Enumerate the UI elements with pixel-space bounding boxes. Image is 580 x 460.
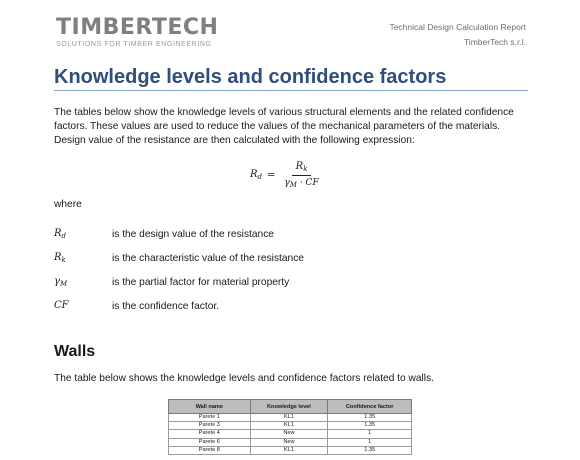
definition-row <box>54 270 528 294</box>
definition-text: is the characteristic value of the resistance <box>112 252 304 264</box>
company-logo <box>56 16 218 48</box>
symbol-definitions <box>54 222 528 318</box>
resistance-formula <box>250 157 323 193</box>
where-label: where <box>54 199 82 210</box>
definition-text: is the design value of the resistance <box>112 228 274 240</box>
table-cell: Parete 8 <box>169 446 251 454</box>
table-cell: KL1 <box>250 446 328 454</box>
table-cell: Parete 1 <box>169 414 251 422</box>
table-cell: 1 <box>328 438 412 446</box>
report-header <box>389 20 526 50</box>
column-header-confidence-factor: Confidence factor <box>328 400 412 414</box>
page-title: Knowledge levels and confidence factors <box>54 64 528 91</box>
walls-heading: Walls <box>54 343 96 360</box>
table-row <box>169 438 412 446</box>
table-row <box>169 446 412 454</box>
company-name: TimberTech s.r.l. <box>463 37 526 47</box>
intro-paragraph: The tables below show the knowledge levels of various structural elements and the related confidence factors. These values are used to reduce the values of the mechanical parameters of the materials. Design value of the resistance are then calculated with the following expression: <box>54 107 514 146</box>
table-cell: 1.35 <box>328 414 412 422</box>
column-header-knowledge-level: Knowledge level <box>250 400 328 414</box>
table-cell: 1.35 <box>328 446 412 454</box>
definition-symbol: $R_d$ <box>54 228 67 240</box>
report-title: Technical Design Calculation Report <box>389 22 526 32</box>
walls-description: The table below shows the knowledge levels and confidence factors related to walls. <box>54 373 434 384</box>
table-cell: 1.35 <box>328 422 412 430</box>
table-cell: Parete 6 <box>169 438 251 446</box>
definition-symbol: CF <box>54 300 69 311</box>
definition-text: is the confidence factor. <box>112 300 220 312</box>
definition-symbol: $\gamma_M$ <box>54 276 68 288</box>
table-row <box>169 414 412 422</box>
table-cell: KL1 <box>250 422 328 430</box>
table-cell: KL1 <box>250 414 328 422</box>
logo-tagline: SOLUTIONS FOR TIMBER ENGINEERING <box>56 41 212 48</box>
column-header-wall-name: Wall name <box>169 400 251 414</box>
walls-table <box>168 399 412 455</box>
table-cell: Parete 4 <box>169 430 251 438</box>
definition-row <box>54 294 528 318</box>
logo-wordmark: TIMBERTECH <box>56 15 219 40</box>
formula-numerator: $R_k$ <box>292 161 312 176</box>
table-row <box>169 430 412 438</box>
formula-denominator: $\gamma_M$ · CF <box>284 178 319 189</box>
table-cell: 1 <box>328 430 412 438</box>
table-row <box>169 422 412 430</box>
definition-text: is the partial factor for material property <box>112 276 290 288</box>
table-cell: Parete 3 <box>169 422 251 430</box>
formula-lhs: $R_d$ <box>250 169 263 181</box>
formula-equals: = <box>267 169 276 181</box>
table-cell: New <box>250 430 328 438</box>
definition-symbol: $R_k$ <box>54 252 66 264</box>
definition-row <box>54 246 528 270</box>
formula-fraction <box>280 161 322 189</box>
definition-row <box>54 222 528 246</box>
table-cell: New <box>250 438 328 446</box>
table-header-row <box>169 400 412 414</box>
